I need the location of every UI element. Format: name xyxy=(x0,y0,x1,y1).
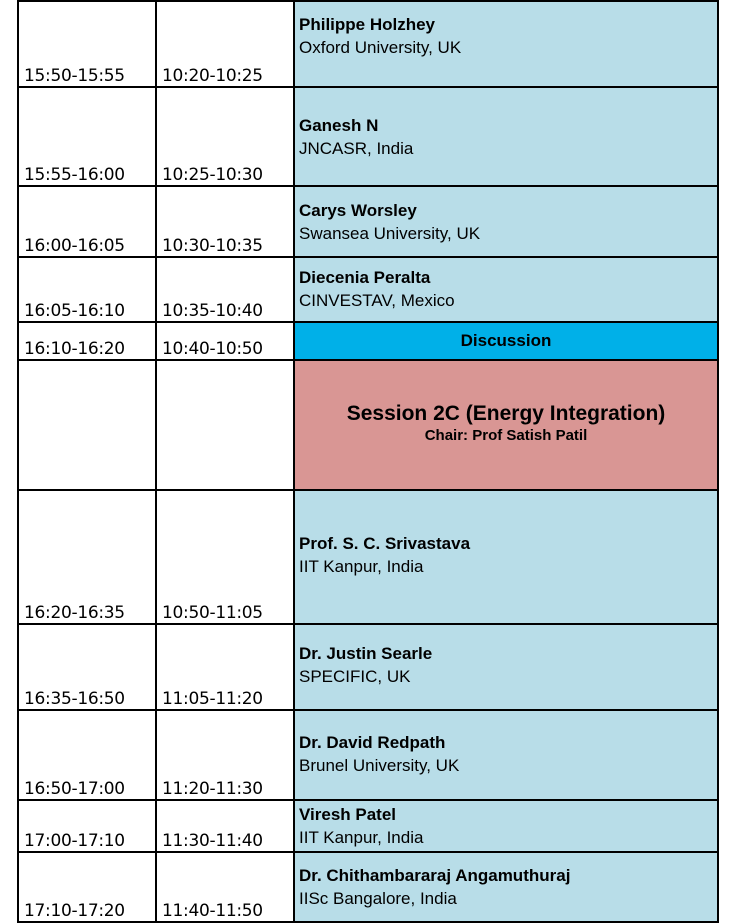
discussion-label: Discussion xyxy=(294,322,718,360)
speaker-affiliation: CINVESTAV, Mexico xyxy=(299,291,455,310)
speaker-name: Dr. David Redpath xyxy=(299,733,446,752)
speaker-affiliation: IIT Kanpur, India xyxy=(299,557,424,576)
table-row xyxy=(18,186,718,257)
speaker-cell xyxy=(294,87,718,186)
india-time-cell: 10:35-10:40 xyxy=(156,257,294,322)
uk-time-cell: 17:10-17:20 xyxy=(18,852,156,922)
speaker-name: Viresh Patel xyxy=(299,805,397,824)
speaker-affiliation: Brunel University, UK xyxy=(299,756,460,775)
india-time-cell: 11:05-11:20 xyxy=(156,624,294,710)
session-title: Session 2C (Energy Integration) xyxy=(346,402,666,425)
speaker-name: Ganesh N xyxy=(299,116,379,135)
uk-time-cell: 17:00-17:10 xyxy=(18,800,156,852)
uk-time-cell: 16:35-16:50 xyxy=(18,624,156,710)
uk-time-cell: 16:05-16:10 xyxy=(18,257,156,322)
speaker-cell xyxy=(294,490,718,624)
schedule-table xyxy=(17,0,719,923)
india-time-cell: 11:30-11:40 xyxy=(156,800,294,852)
india-time-cell: 10:50-11:05 xyxy=(156,490,294,624)
session-header-row xyxy=(18,360,718,490)
speaker-cell xyxy=(294,852,718,922)
speaker-affiliation: SPECIFIC, UK xyxy=(299,667,411,686)
table-row xyxy=(18,852,718,922)
table-row xyxy=(18,87,718,186)
india-time-cell: 10:25-10:30 xyxy=(156,87,294,186)
india-time-cell: 11:20-11:30 xyxy=(156,710,294,800)
table-row xyxy=(18,257,718,322)
session-header-cell xyxy=(294,360,718,490)
uk-time-cell: 16:10-16:20 xyxy=(18,322,156,360)
table-row xyxy=(18,490,718,624)
india-time-cell: 10:30-10:35 xyxy=(156,186,294,257)
speaker-affiliation: Swansea University, UK xyxy=(299,224,481,243)
session-chair: Chair: Prof Satish Patil xyxy=(424,427,588,444)
india-time-cell: 10:20-10:25 xyxy=(156,1,294,87)
table-row xyxy=(18,1,718,87)
speaker-affiliation: IISc Bangalore, India xyxy=(299,889,457,908)
table-row xyxy=(18,800,718,852)
speaker-affiliation: JNCASR, India xyxy=(299,139,414,158)
uk-time-cell: 16:50-17:00 xyxy=(18,710,156,800)
speaker-name: Dr. Justin Searle xyxy=(299,644,433,663)
speaker-name: Prof. S. C. Srivastava xyxy=(299,534,471,553)
india-time-cell: 11:40-11:50 xyxy=(156,852,294,922)
empty-cell xyxy=(156,360,294,490)
india-time-cell: 10:40-10:50 xyxy=(156,322,294,360)
speaker-affiliation: Oxford University, UK xyxy=(299,38,462,57)
speaker-cell xyxy=(294,710,718,800)
table-row xyxy=(18,624,718,710)
speaker-name: Philippe Holzhey xyxy=(299,15,436,34)
speaker-cell xyxy=(294,800,718,852)
uk-time-cell: 16:20-16:35 xyxy=(18,490,156,624)
speaker-cell xyxy=(294,186,718,257)
speaker-cell xyxy=(294,624,718,710)
uk-time-cell: 16:00-16:05 xyxy=(18,186,156,257)
speaker-cell xyxy=(294,257,718,322)
table-row xyxy=(18,710,718,800)
empty-cell xyxy=(18,360,156,490)
discussion-row xyxy=(18,322,718,360)
speaker-cell xyxy=(294,1,718,87)
speaker-affiliation: IIT Kanpur, India xyxy=(299,828,424,847)
speaker-name: Dr. Chithambararaj Angamuthuraj xyxy=(299,866,571,885)
speaker-name: Carys Worsley xyxy=(299,201,417,220)
speaker-name: Diecenia Peralta xyxy=(299,268,431,287)
uk-time-cell: 15:50-15:55 xyxy=(18,1,156,87)
uk-time-cell: 15:55-16:00 xyxy=(18,87,156,186)
